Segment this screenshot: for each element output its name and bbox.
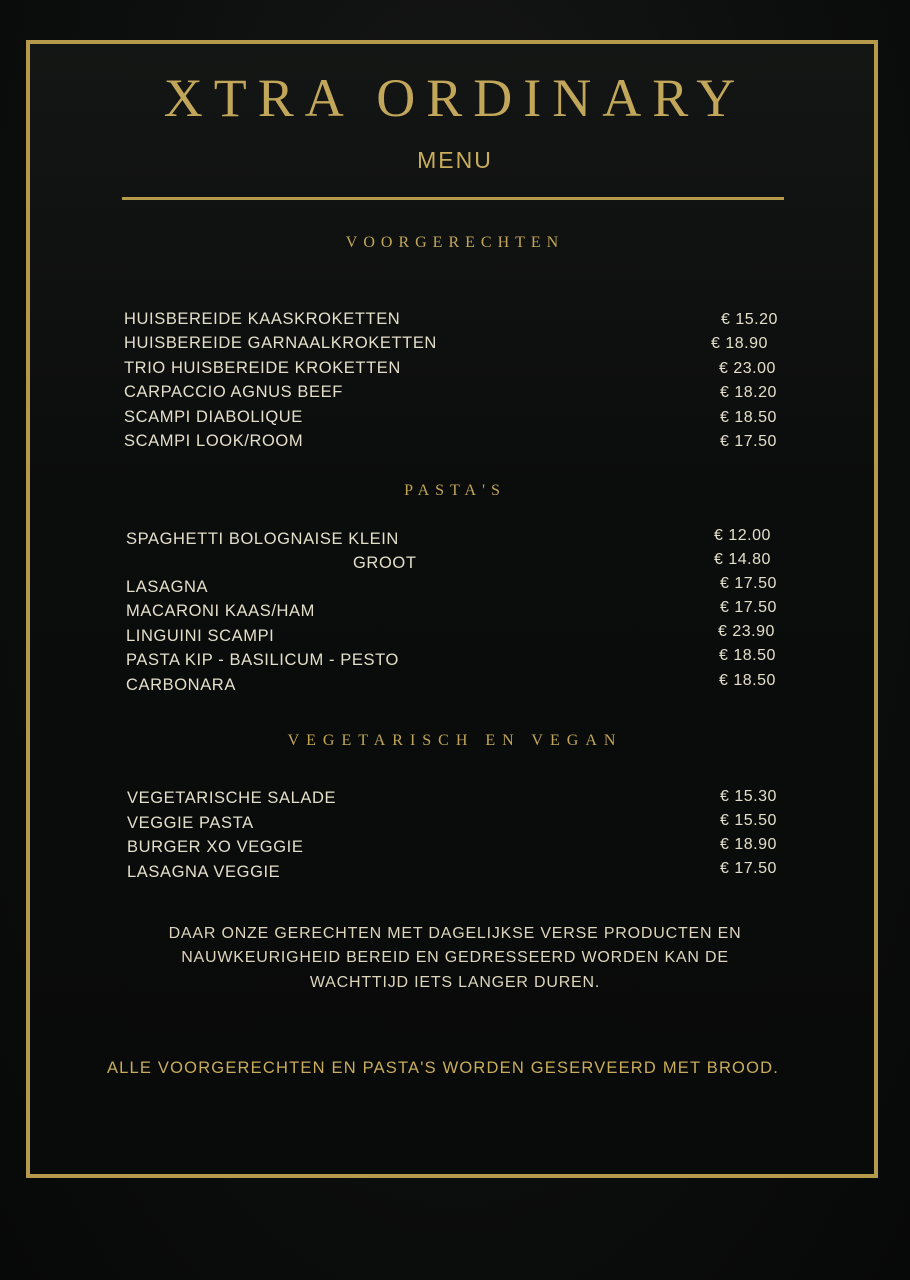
menu-item-price: € 15.50 [720, 812, 777, 829]
wait-notice-line-2: NAUWKEURIGHEID BEREID EN GEDRESSEERD WORDEN KAN DE [181, 949, 729, 966]
menu-item: VEGETARISCHE SALADE [127, 789, 337, 807]
section-title-vegetarisch: VEGETARISCH EN VEGAN [287, 732, 623, 749]
section-title-pastas: PASTA'S [404, 482, 506, 499]
menu-item-price: € 23.00 [719, 360, 776, 377]
menu-item-price: € 17.50 [720, 860, 777, 877]
section-title-voorgerechten: VOORGERECHTEN [345, 234, 565, 251]
menu-item: SPAGHETTI BOLOGNAISE KLEIN [126, 530, 399, 548]
menu-item: MACARONI KAAS/HAM [126, 602, 315, 620]
menu-item: LINGUINI SCAMPI [126, 627, 275, 645]
menu-item-price: € 14.80 [714, 551, 771, 568]
menu-item-price: € 17.50 [720, 433, 777, 450]
menu-item-price: € 15.20 [721, 311, 778, 328]
wait-notice-line-3: WACHTTIJD IETS LANGER DUREN. [309, 974, 601, 991]
menu-item-price: € 18.50 [719, 672, 776, 689]
menu-subtitle: MENU [417, 147, 493, 173]
menu-item: CARPACCIO AGNUS BEEF [124, 383, 343, 401]
wait-notice-line-1: DAAR ONZE GERECHTEN MET DAGELIJKSE VERSE PRODUCTEN EN [168, 925, 742, 942]
menu-item: GROOT [353, 554, 417, 572]
menu-item-price: € 17.50 [720, 599, 777, 616]
menu-item: HUISBEREIDE KAASKROKETTEN [124, 310, 401, 328]
menu-item-price: € 15.30 [720, 788, 777, 805]
menu-item: TRIO HUISBEREIDE KROKETTEN [124, 359, 401, 377]
menu-item: VEGGIE PASTA [127, 814, 254, 832]
restaurant-title: XTRA ORDINARY [163, 68, 747, 128]
menu-item-price: € 18.90 [711, 335, 768, 352]
bread-notice: ALLE VOORGERECHTEN EN PASTA'S WORDEN GESERVEERD MET BROOD. [106, 1059, 780, 1077]
menu-item-price: € 18.20 [720, 384, 777, 401]
menu-item-price: € 17.50 [720, 575, 777, 592]
menu-item: PASTA KIP - BASILICUM - PESTO [126, 651, 399, 669]
menu-item: HUISBEREIDE GARNAALKROKETTEN [124, 334, 437, 352]
menu-item-price: € 18.90 [720, 836, 777, 853]
header-divider [122, 197, 784, 200]
menu-item: BURGER XO VEGGIE [127, 838, 304, 856]
menu-item: SCAMPI LOOK/ROOM [124, 432, 304, 450]
menu-item: CARBONARA [126, 676, 236, 694]
menu-item-price: € 18.50 [719, 647, 776, 664]
menu-item: LASAGNA [126, 578, 209, 596]
menu-item: LASAGNA VEGGIE [127, 863, 281, 881]
menu-item-price: € 12.00 [714, 527, 771, 544]
menu-item: SCAMPI DIABOLIQUE [124, 408, 303, 426]
menu-item-price: € 23.90 [718, 623, 775, 640]
menu-item-price: € 18.50 [720, 409, 777, 426]
